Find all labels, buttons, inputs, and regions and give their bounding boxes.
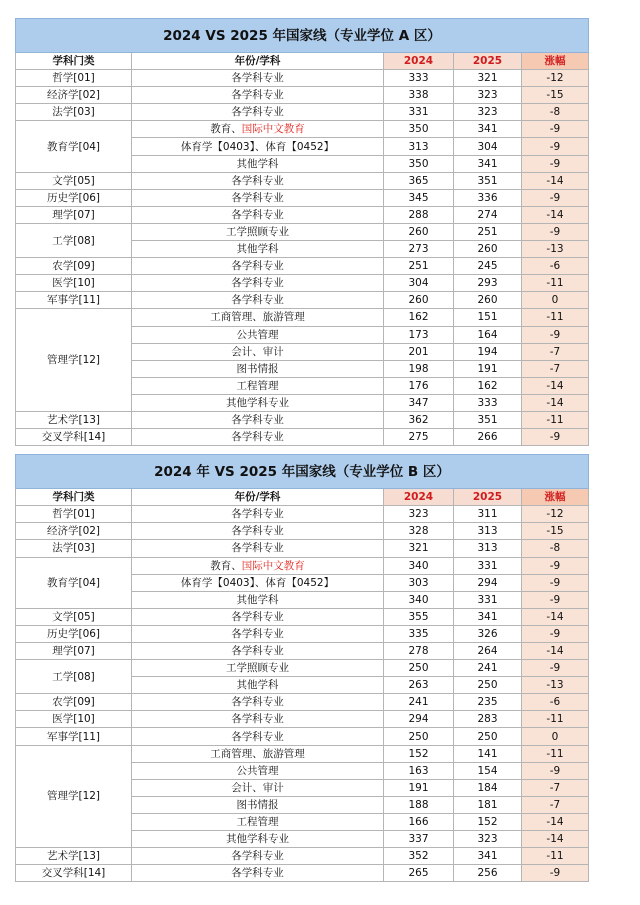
subject-cell: 各学科专业 xyxy=(132,429,384,446)
change-cell: -9 xyxy=(522,138,589,155)
y2024-cell: 191 xyxy=(384,779,454,796)
subject-cell: 各学科专业 xyxy=(132,275,384,292)
y2025-cell: 333 xyxy=(454,394,522,411)
y2024-cell: 333 xyxy=(384,70,454,87)
category-cell: 文学[05] xyxy=(16,608,132,625)
category-cell: 管理学[12] xyxy=(16,309,132,412)
change-cell: -9 xyxy=(522,591,589,608)
subject-cell: 各学科专业 xyxy=(132,70,384,87)
y2025-cell: 331 xyxy=(454,591,522,608)
change-cell: -9 xyxy=(522,121,589,138)
change-cell: -9 xyxy=(522,865,589,882)
y2024-cell: 278 xyxy=(384,643,454,660)
y2024-cell: 162 xyxy=(384,309,454,326)
change-cell: -9 xyxy=(522,625,589,642)
table-row xyxy=(16,411,589,428)
subject-cell: 各学科专业 xyxy=(132,104,384,121)
change-cell: -13 xyxy=(522,677,589,694)
subject-cell: 公共管理 xyxy=(132,762,384,779)
change-cell: -11 xyxy=(522,745,589,762)
change-cell: -9 xyxy=(522,574,589,591)
y2024-cell: 263 xyxy=(384,677,454,694)
y2025-cell: 235 xyxy=(454,694,522,711)
subject-cell: 各学科专业 xyxy=(132,865,384,882)
subject-cell: 工程管理 xyxy=(132,377,384,394)
change-cell: 0 xyxy=(522,292,589,309)
table-row xyxy=(16,608,589,625)
y2025-cell: 341 xyxy=(454,121,522,138)
y2025-cell: 162 xyxy=(454,377,522,394)
change-cell: -8 xyxy=(522,104,589,121)
change-cell: -14 xyxy=(522,394,589,411)
y2024-cell: 303 xyxy=(384,574,454,591)
category-cell: 工学[08] xyxy=(16,660,132,694)
category-cell: 法学[03] xyxy=(16,540,132,557)
y2024-cell: 260 xyxy=(384,223,454,240)
category-cell: 军事学[11] xyxy=(16,728,132,745)
y2025-cell: 304 xyxy=(454,138,522,155)
subject-cell: 各学科专业 xyxy=(132,506,384,523)
table-row xyxy=(16,848,589,865)
y2025-cell: 294 xyxy=(454,574,522,591)
subject-text: 教育、 xyxy=(210,559,242,572)
y2025-cell: 164 xyxy=(454,326,522,343)
y2024-cell: 176 xyxy=(384,377,454,394)
category-cell: 医学[10] xyxy=(16,711,132,728)
y2024-cell: 273 xyxy=(384,241,454,258)
y2024-cell: 163 xyxy=(384,762,454,779)
subject-highlight: 国际中文教育 xyxy=(241,559,305,572)
subject-cell xyxy=(132,121,384,138)
y2024-cell: 265 xyxy=(384,865,454,882)
y2024-cell: 340 xyxy=(384,591,454,608)
change-cell: -9 xyxy=(522,223,589,240)
category-cell: 历史学[06] xyxy=(16,189,132,206)
subject-cell: 工学照顾专业 xyxy=(132,660,384,677)
category-cell: 管理学[12] xyxy=(16,745,132,848)
subject-cell: 其他学科专业 xyxy=(132,394,384,411)
change-cell: -6 xyxy=(522,694,589,711)
table-row xyxy=(16,189,589,206)
table-row xyxy=(16,104,589,121)
table-row xyxy=(16,70,589,87)
y2025-cell: 266 xyxy=(454,429,522,446)
y2024-cell: 355 xyxy=(384,608,454,625)
y2024-cell: 321 xyxy=(384,540,454,557)
change-cell: -11 xyxy=(522,275,589,292)
header-subject: 年份/学科 xyxy=(132,53,384,70)
header-y2025: 2025 xyxy=(454,489,522,506)
category-cell: 工学[08] xyxy=(16,223,132,257)
subject-cell: 各学科专业 xyxy=(132,292,384,309)
change-cell: -7 xyxy=(522,779,589,796)
change-cell: 0 xyxy=(522,728,589,745)
subject-cell: 各学科专业 xyxy=(132,711,384,728)
table-row xyxy=(16,172,589,189)
subject-cell: 各学科专业 xyxy=(132,258,384,275)
y2024-cell: 275 xyxy=(384,429,454,446)
y2025-cell: 194 xyxy=(454,343,522,360)
score-sheet xyxy=(15,18,588,882)
category-cell: 交叉学科[14] xyxy=(16,865,132,882)
subject-cell: 其他学科 xyxy=(132,677,384,694)
table-gap xyxy=(15,446,588,454)
table-row xyxy=(16,258,589,275)
subject-cell: 会计、审计 xyxy=(132,779,384,796)
category-cell: 教育学[04] xyxy=(16,557,132,608)
y2024-cell: 166 xyxy=(384,813,454,830)
zone-b-table xyxy=(15,454,589,882)
table-row xyxy=(16,309,589,326)
category-cell: 哲学[01] xyxy=(16,506,132,523)
table-row xyxy=(16,711,589,728)
y2025-cell: 184 xyxy=(454,779,522,796)
y2024-cell: 152 xyxy=(384,745,454,762)
change-cell: -14 xyxy=(522,206,589,223)
subject-cell xyxy=(132,557,384,574)
y2024-cell: 328 xyxy=(384,523,454,540)
y2025-cell: 250 xyxy=(454,728,522,745)
change-cell: -14 xyxy=(522,377,589,394)
category-cell: 经济学[02] xyxy=(16,87,132,104)
subject-cell: 各学科专业 xyxy=(132,206,384,223)
subject-cell: 其他学科 xyxy=(132,155,384,172)
y2024-cell: 337 xyxy=(384,831,454,848)
y2024-cell: 250 xyxy=(384,728,454,745)
category-cell: 文学[05] xyxy=(16,172,132,189)
category-cell: 经济学[02] xyxy=(16,523,132,540)
y2024-cell: 350 xyxy=(384,155,454,172)
subject-highlight: 国际中文教育 xyxy=(241,123,305,136)
subject-cell: 公共管理 xyxy=(132,326,384,343)
y2024-cell: 188 xyxy=(384,796,454,813)
category-cell: 哲学[01] xyxy=(16,70,132,87)
header-change: 涨幅 xyxy=(522,489,589,506)
zone-a-table xyxy=(15,18,589,446)
y2025-cell: 341 xyxy=(454,608,522,625)
subject-cell: 其他学科 xyxy=(132,591,384,608)
y2024-cell: 241 xyxy=(384,694,454,711)
y2024-cell: 313 xyxy=(384,138,454,155)
change-cell: -9 xyxy=(522,326,589,343)
change-cell: -14 xyxy=(522,643,589,660)
table-row xyxy=(16,206,589,223)
y2025-cell: 323 xyxy=(454,831,522,848)
subject-cell: 各学科专业 xyxy=(132,523,384,540)
subject-cell: 各学科专业 xyxy=(132,172,384,189)
y2025-cell: 326 xyxy=(454,625,522,642)
change-cell: -7 xyxy=(522,796,589,813)
change-cell: -11 xyxy=(522,411,589,428)
table-title: 2024 VS 2025 年国家线（专业学位 A 区） xyxy=(16,19,589,53)
y2025-cell: 154 xyxy=(454,762,522,779)
header-y2024: 2024 xyxy=(384,53,454,70)
category-cell: 教育学[04] xyxy=(16,121,132,172)
table-row xyxy=(16,728,589,745)
y2025-cell: 181 xyxy=(454,796,522,813)
y2025-cell: 256 xyxy=(454,865,522,882)
change-cell: -13 xyxy=(522,241,589,258)
subject-cell: 工商管理、旅游管理 xyxy=(132,745,384,762)
change-cell: -12 xyxy=(522,70,589,87)
subject-cell: 其他学科专业 xyxy=(132,831,384,848)
table-row xyxy=(16,540,589,557)
category-cell: 农学[09] xyxy=(16,258,132,275)
change-cell: -14 xyxy=(522,608,589,625)
y2025-cell: 323 xyxy=(454,87,522,104)
subject-cell: 各学科专业 xyxy=(132,87,384,104)
header-change: 涨幅 xyxy=(522,53,589,70)
y2025-cell: 241 xyxy=(454,660,522,677)
subject-cell: 各学科专业 xyxy=(132,848,384,865)
y2025-cell: 351 xyxy=(454,172,522,189)
change-cell: -14 xyxy=(522,172,589,189)
y2024-cell: 323 xyxy=(384,506,454,523)
table-row xyxy=(16,121,589,138)
subject-cell: 体育学【0403】、体育【0452】 xyxy=(132,574,384,591)
table-row xyxy=(16,745,589,762)
y2025-cell: 250 xyxy=(454,677,522,694)
header-y2025: 2025 xyxy=(454,53,522,70)
y2025-cell: 293 xyxy=(454,275,522,292)
category-cell: 理学[07] xyxy=(16,206,132,223)
header-y2024: 2024 xyxy=(384,489,454,506)
y2025-cell: 323 xyxy=(454,104,522,121)
change-cell: -9 xyxy=(522,429,589,446)
change-cell: -8 xyxy=(522,540,589,557)
change-cell: -6 xyxy=(522,258,589,275)
y2024-cell: 345 xyxy=(384,189,454,206)
change-cell: -15 xyxy=(522,87,589,104)
subject-cell: 会计、审计 xyxy=(132,343,384,360)
subject-cell: 各学科专业 xyxy=(132,189,384,206)
subject-cell: 体育学【0403】、体育【0452】 xyxy=(132,138,384,155)
y2025-cell: 313 xyxy=(454,523,522,540)
change-cell: -14 xyxy=(522,813,589,830)
y2024-cell: 201 xyxy=(384,343,454,360)
y2025-cell: 264 xyxy=(454,643,522,660)
subject-cell: 图书情报 xyxy=(132,360,384,377)
y2025-cell: 341 xyxy=(454,155,522,172)
change-cell: -9 xyxy=(522,557,589,574)
change-cell: -9 xyxy=(522,155,589,172)
subject-cell: 各学科专业 xyxy=(132,540,384,557)
table-row xyxy=(16,557,589,574)
header-category: 学科门类 xyxy=(16,489,132,506)
change-cell: -9 xyxy=(522,189,589,206)
subject-cell: 各学科专业 xyxy=(132,694,384,711)
table-row xyxy=(16,865,589,882)
y2025-cell: 260 xyxy=(454,292,522,309)
change-cell: -9 xyxy=(522,762,589,779)
subject-cell: 各学科专业 xyxy=(132,608,384,625)
y2025-cell: 274 xyxy=(454,206,522,223)
y2024-cell: 198 xyxy=(384,360,454,377)
y2024-cell: 335 xyxy=(384,625,454,642)
y2025-cell: 313 xyxy=(454,540,522,557)
y2024-cell: 251 xyxy=(384,258,454,275)
y2024-cell: 260 xyxy=(384,292,454,309)
change-cell: -11 xyxy=(522,711,589,728)
table-row xyxy=(16,625,589,642)
y2024-cell: 250 xyxy=(384,660,454,677)
y2024-cell: 294 xyxy=(384,711,454,728)
table-row xyxy=(16,275,589,292)
table-row xyxy=(16,694,589,711)
y2024-cell: 362 xyxy=(384,411,454,428)
subject-cell: 图书情报 xyxy=(132,796,384,813)
category-cell: 历史学[06] xyxy=(16,625,132,642)
category-cell: 医学[10] xyxy=(16,275,132,292)
y2025-cell: 151 xyxy=(454,309,522,326)
subject-cell: 各学科专业 xyxy=(132,411,384,428)
y2024-cell: 350 xyxy=(384,121,454,138)
category-cell: 法学[03] xyxy=(16,104,132,121)
subject-cell: 工商管理、旅游管理 xyxy=(132,309,384,326)
table-row xyxy=(16,223,589,240)
subject-cell: 各学科专业 xyxy=(132,643,384,660)
category-cell: 艺术学[13] xyxy=(16,411,132,428)
y2024-cell: 304 xyxy=(384,275,454,292)
change-cell: -11 xyxy=(522,309,589,326)
y2024-cell: 365 xyxy=(384,172,454,189)
change-cell: -7 xyxy=(522,360,589,377)
y2025-cell: 245 xyxy=(454,258,522,275)
change-cell: -7 xyxy=(522,343,589,360)
category-cell: 理学[07] xyxy=(16,643,132,660)
y2025-cell: 191 xyxy=(454,360,522,377)
y2024-cell: 340 xyxy=(384,557,454,574)
change-cell: -9 xyxy=(522,660,589,677)
change-cell: -12 xyxy=(522,506,589,523)
y2025-cell: 152 xyxy=(454,813,522,830)
y2024-cell: 347 xyxy=(384,394,454,411)
change-cell: -11 xyxy=(522,848,589,865)
y2025-cell: 336 xyxy=(454,189,522,206)
subject-cell: 工程管理 xyxy=(132,813,384,830)
y2024-cell: 331 xyxy=(384,104,454,121)
y2024-cell: 173 xyxy=(384,326,454,343)
y2025-cell: 351 xyxy=(454,411,522,428)
category-cell: 农学[09] xyxy=(16,694,132,711)
change-cell: -14 xyxy=(522,831,589,848)
table-row xyxy=(16,660,589,677)
table-row xyxy=(16,292,589,309)
y2025-cell: 283 xyxy=(454,711,522,728)
subject-cell: 其他学科 xyxy=(132,241,384,258)
subject-cell: 工学照顾专业 xyxy=(132,223,384,240)
y2024-cell: 338 xyxy=(384,87,454,104)
y2025-cell: 251 xyxy=(454,223,522,240)
y2025-cell: 321 xyxy=(454,70,522,87)
table-row xyxy=(16,87,589,104)
header-category: 学科门类 xyxy=(16,53,132,70)
subject-text: 教育、 xyxy=(210,123,242,136)
category-cell: 交叉学科[14] xyxy=(16,429,132,446)
y2025-cell: 260 xyxy=(454,241,522,258)
table-title: 2024 年 VS 2025 年国家线（专业学位 B 区） xyxy=(16,455,589,489)
y2025-cell: 311 xyxy=(454,506,522,523)
header-subject: 年份/学科 xyxy=(132,489,384,506)
category-cell: 军事学[11] xyxy=(16,292,132,309)
table-row xyxy=(16,429,589,446)
table-row xyxy=(16,643,589,660)
subject-cell: 各学科专业 xyxy=(132,625,384,642)
y2024-cell: 352 xyxy=(384,848,454,865)
category-cell: 艺术学[13] xyxy=(16,848,132,865)
table-row xyxy=(16,523,589,540)
y2025-cell: 331 xyxy=(454,557,522,574)
table-row xyxy=(16,506,589,523)
y2025-cell: 141 xyxy=(454,745,522,762)
change-cell: -15 xyxy=(522,523,589,540)
y2025-cell: 341 xyxy=(454,848,522,865)
subject-cell: 各学科专业 xyxy=(132,728,384,745)
y2024-cell: 288 xyxy=(384,206,454,223)
